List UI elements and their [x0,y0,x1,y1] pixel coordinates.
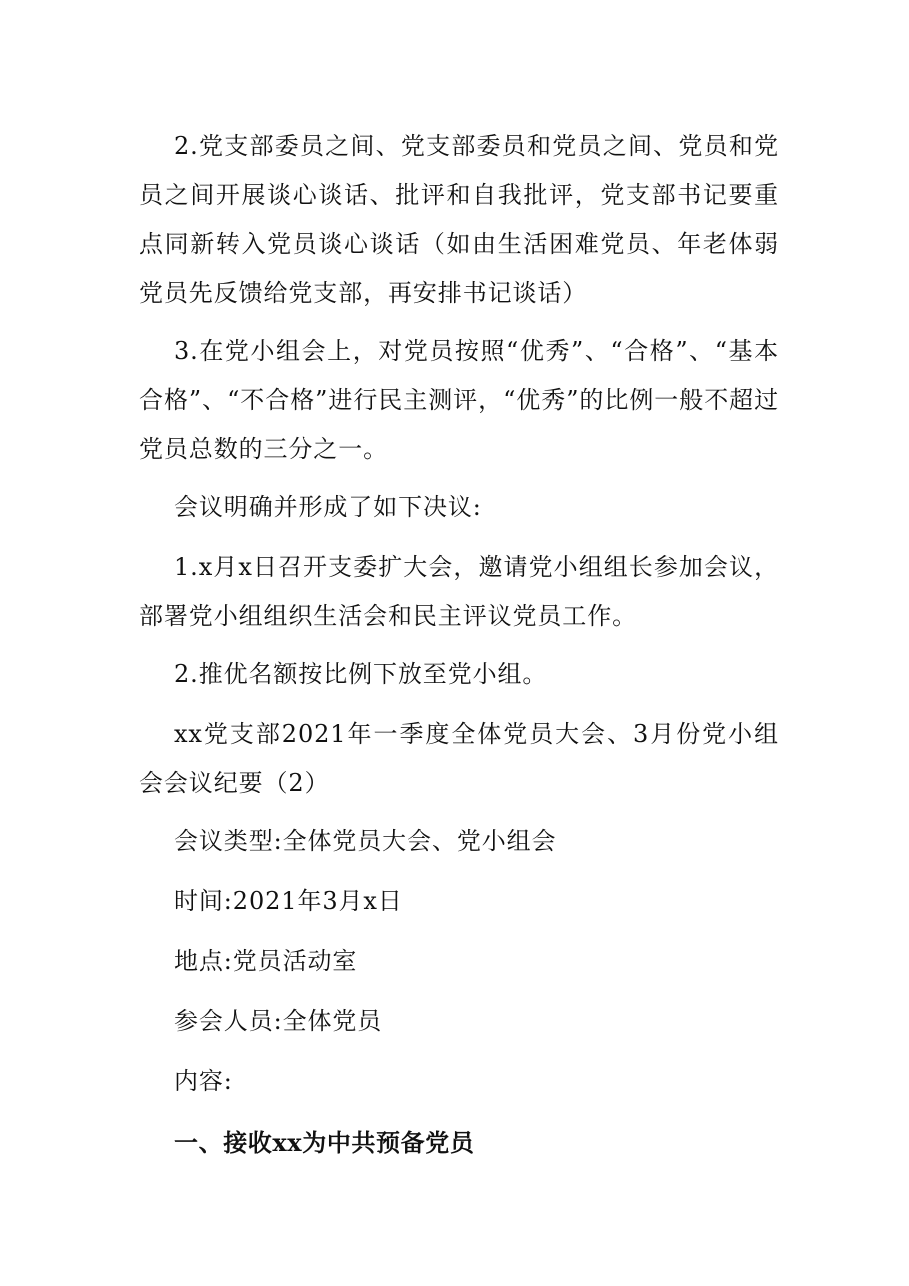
minutes-title: xx党支部2021年一季度全体党员大会、3月份党小组会会议纪要（2） [139,720,779,797]
paragraph-resolution-1: 1.x月x日召开支委扩大会，邀请党小组组长参加会议，部署党小组组织生活会和民主评议党员工作。 [139,553,779,630]
document-body [139,122,779,1167]
paragraph-resolution-intro: 会议明确并形成了如下决议: [174,493,482,521]
meeting-content-label: 内容: [174,1067,233,1095]
paragraph-democratic-evaluation: 3.在党小组会上，对党员按照“优秀”、“合格”、“基本合格”、“不合格”进行民主测评，“优秀”的比例一般不超过党员总数的三分之一。 [139,337,779,463]
paragraph-resolution-2: 2.推优名额按比例下放至党小组。 [174,660,548,688]
meeting-attendees: 参会人员:全体党员 [174,1007,383,1035]
meeting-time: 时间:2021年3月x日 [174,887,403,915]
meeting-type: 会议类型:全体党员大会、党小组会 [174,827,557,855]
meeting-location: 地点:党员活动室 [174,947,358,975]
paragraph-talk-criticism: 2.党支部委员之间、党支部委员和党员之间、党员和党员之间开展谈心谈话、批评和自我批评，党支部书记要重点同新转入党员谈心谈话（如由生活困难党员、年老体弱党员先反馈给党支部，再安排书记谈话） [139,132,779,307]
section-heading: 一、接收xx为中共预备党员 [174,1128,475,1157]
